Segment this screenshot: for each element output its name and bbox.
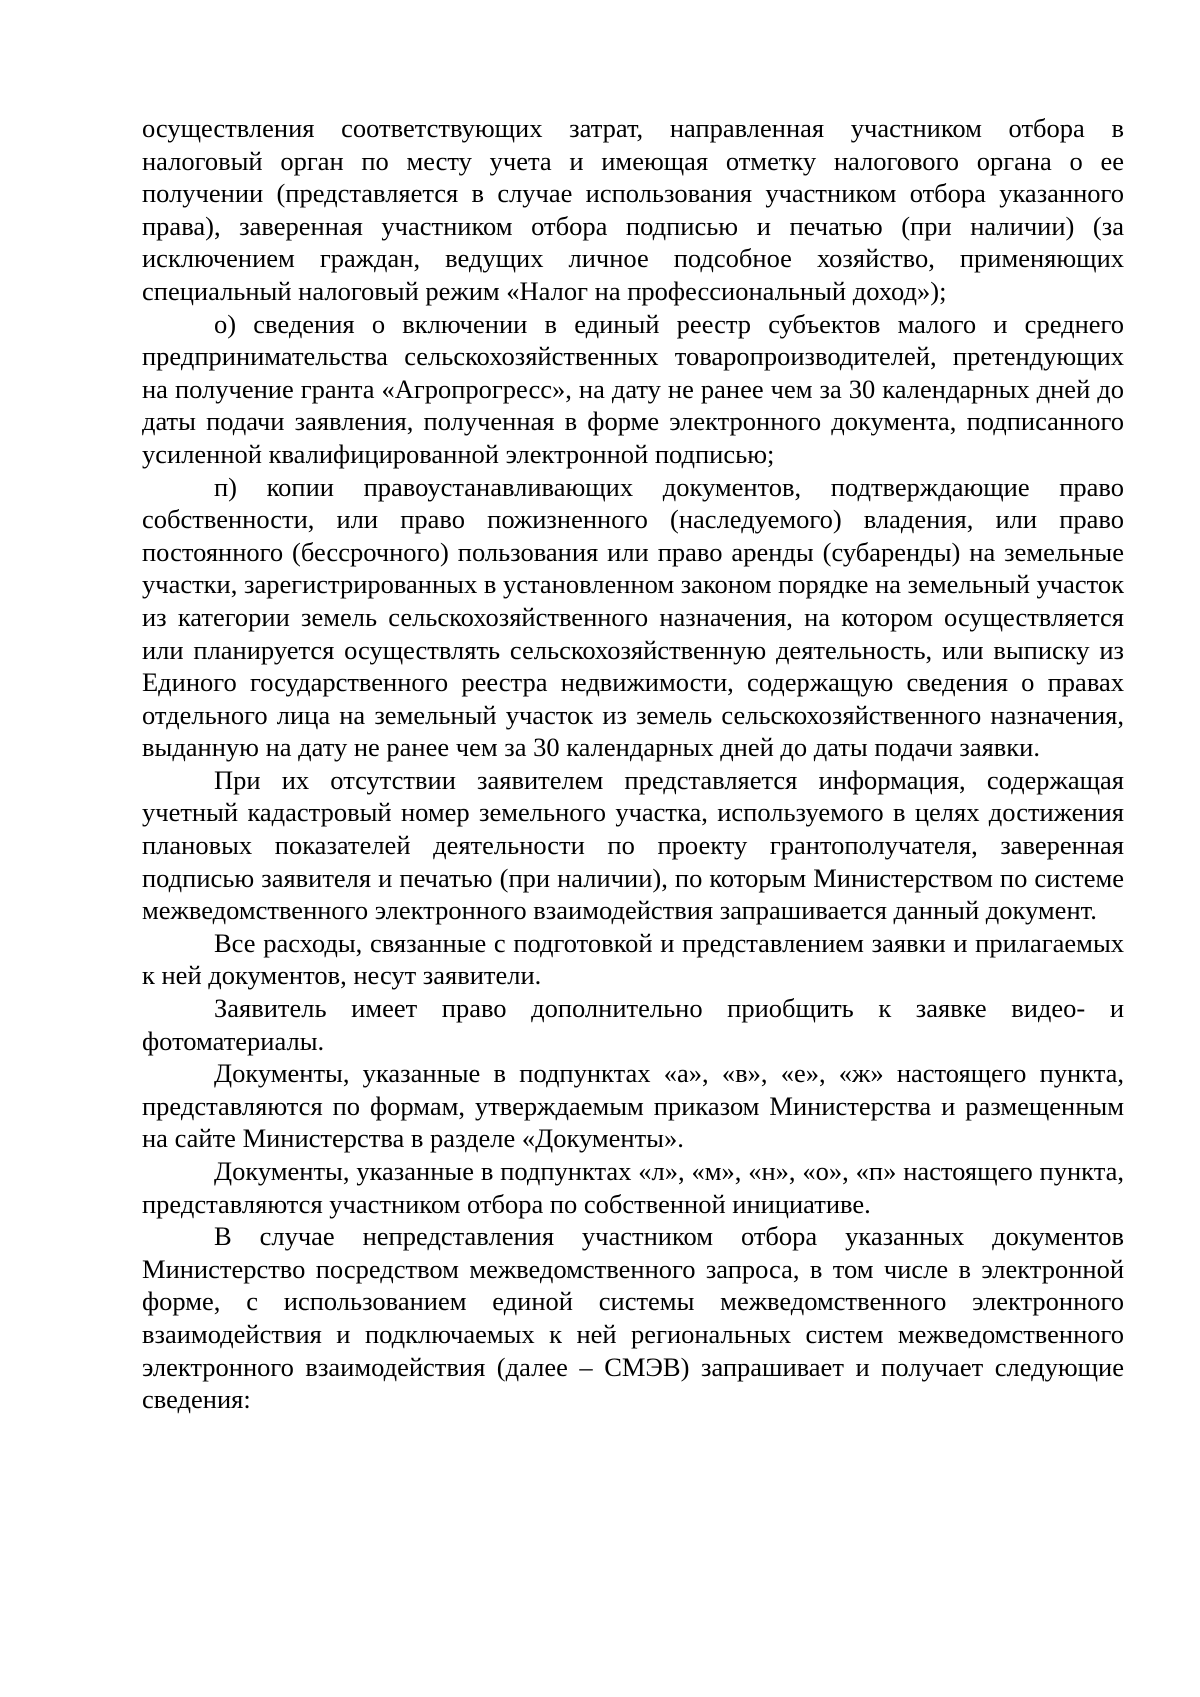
paragraph-absence: При их отсутствии заявителем представляется информация, содержащая учетный кадастровый номер земельного участка, используемого в целях достижения плановых показателей деятельности по проекту грантополучателя, заверенная подписью заявителя и печатью (при наличии), по которым Министерством по системе межведомственного электронного взаимодействия запрашивается данный документ. — [142, 764, 1124, 926]
paragraph-item-o: о) сведения о включении в единый реестр субъектов малого и среднего предпринимательства сельскохозяйственных товаропроизводителей, претендующих на получение гранта «Агропрогресс», на дату не ранее чем за 30 календарных дней до даты подачи заявления, полученная в форме электронного документа, подписанного усиленной квалифицированной электронной подписью; — [142, 308, 1124, 469]
paragraph-item-p: п) копии правоустанавливающих документов, подтверждающие право собственности, или право пожизненного (наследуемого) владения, или право постоянного (бессрочного) пользования или право аренды (субаренды) на земельные участки, зарегистрированных в установленном законом порядке на земельный участок из категории земель сельскохозяйственного назначения, на котором осуществляется или планируется осуществлять сельскохозяйственную деятельность, или выписку из Единого государственного реестра недвижимости, содержащую сведения о правах отдельного лица на земельный участок из земель сельскохозяйственного назначения, выданную на дату не ранее чем за 30 календарных дней до даты подачи заявки. — [142, 471, 1124, 763]
paragraph-continuation: осуществления соответствующих затрат, направленная участником отбора в налоговый орган по месту учета и имеющая отметку налогового органа о ее получении (представляется в случае использования участником отбора указанного права), заверенная участником отбора подписью и печатью (при наличии) (за исключением граждан, ведущих личное подсобное хозяйство, применяющих специальный налоговый режим «Налог на профессиональный доход»); — [142, 113, 1124, 306]
paragraph-media: Заявитель имеет право дополнительно приобщить к заявке видео- и фотоматериалы. — [142, 993, 1124, 1056]
paragraph-initiative: Документы, указанные в подпунктах «л», «м», «н», «о», «п» настоящего пункта, представляются участником отбора по собственной инициативе. — [142, 1156, 1124, 1219]
paragraph-forms: Документы, указанные в подпунктах «а», «в», «е», «ж» настоящего пункта, представляются по формам, утверждаемым приказом Министерства и размещенным на сайте Министерства в разделе «Документы». — [142, 1058, 1124, 1154]
paragraph-expenses: Все расходы, связанные с подготовкой и представлением заявки и прилагаемых к ней документов, несут заявители. — [142, 927, 1124, 991]
document-page — [142, 112, 1124, 1416]
paragraph-smev: В случае непредставления участником отбора указанных документов Министерство посредством межведомственного запроса, в том числе в электронной форме, с использованием единой системы межведомственного электронного взаимодействия и подключаемых к ней региональных систем межведомственного электронного взаимодействия (далее – СМЭВ) запрашивает и получает следующие сведения: — [142, 1221, 1124, 1415]
